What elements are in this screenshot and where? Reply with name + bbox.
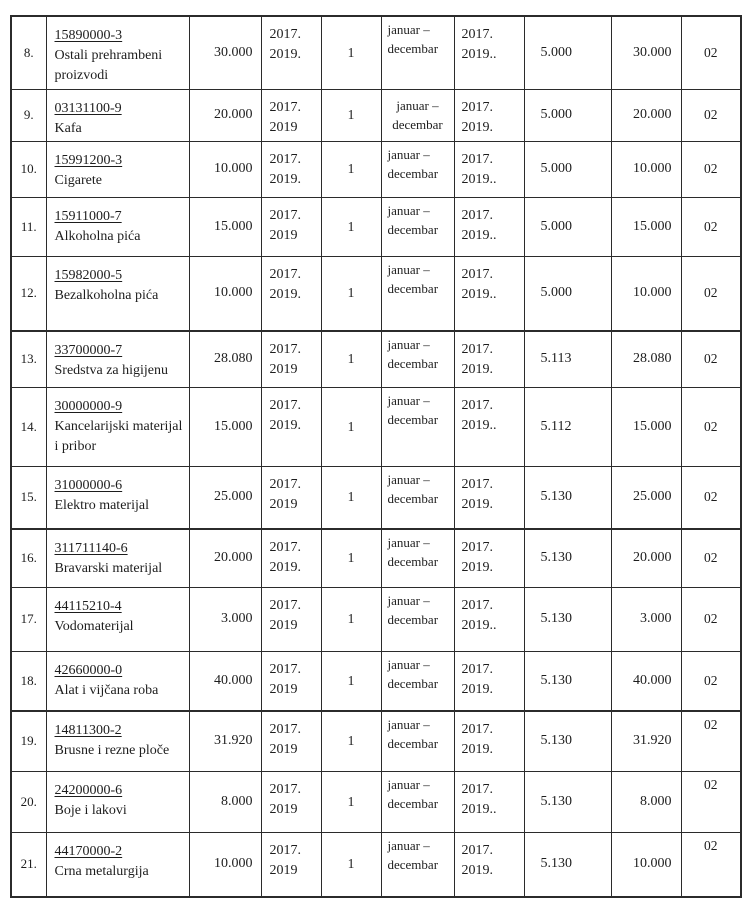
years-cell-1 [261,587,321,651]
amount-cell-1: 15.000 [189,387,261,466]
amount-cell-3: 30.000 [611,16,681,89]
table-row [11,89,741,141]
period-line: decembar [387,280,439,296]
amount-cell-3: 40.000 [611,651,681,711]
year-line: 2017. [461,266,493,282]
code-cell: 02 [681,651,741,711]
year-line: 2019. [269,417,301,433]
year-line: 2019.. [461,47,497,62]
item-description: Boje i lakovi [54,802,127,818]
code-cell: 02 [681,771,741,832]
year-line: 2017. [461,722,493,737]
year-line: 2017. [269,540,301,555]
year-line: 2017. [461,476,493,492]
period-line: januar – [387,146,430,162]
year-line: 2017. [269,397,301,413]
table-row [11,651,741,711]
table-row [11,832,741,897]
year-line: 2019.. [461,227,497,243]
period-cell [381,832,454,897]
period-line: decembar [387,490,439,506]
item-description: Vodomaterijal [54,618,134,634]
years-cell-2 [454,197,524,256]
amount-cell-2: 5.130 [524,587,611,651]
cpv-code: 15991200-3 [54,152,123,168]
cpv-code: 44115210-4 [54,598,122,614]
item-cell [46,832,189,897]
code-cell: 02 [681,197,741,256]
period-line: januar – [387,337,430,352]
amount-cell-2: 5.000 [524,89,611,141]
years-cell-1 [261,466,321,529]
item-description: Bezalkoholna pića [54,287,159,303]
period-line: decembar [387,554,439,569]
ordinal-cell: 14. [11,387,46,466]
code-cell: 02 [681,331,741,387]
period-cell [381,331,454,387]
period-line: januar – [387,656,430,672]
year-line: 2017. [461,540,493,555]
amount-cell-1: 20.000 [189,89,261,141]
code-cell: 02 [681,466,741,529]
year-line: 2019 [269,681,298,697]
period-line: januar – [387,592,430,608]
year-line: 2019 [269,742,298,757]
item-cell [46,587,189,651]
year-line: 2017. [461,151,493,167]
item-description: Alkoholna pića [54,228,141,244]
quantity-cell: 1 [321,16,381,89]
code-cell: 02 [681,587,741,651]
year-line: 2017. [461,397,493,413]
ordinal-cell: 15. [11,466,46,529]
period-cell [381,141,454,197]
amount-cell-1: 31.920 [189,711,261,771]
cpv-code: 30000000-9 [54,398,123,414]
amount-cell-1: 10.000 [189,832,261,897]
code-cell: 02 [681,529,741,587]
year-line: 2019. [461,681,493,697]
period-line: januar – [387,717,430,732]
amount-cell-1: 40.000 [189,651,261,711]
amount-cell-2: 5.130 [524,466,611,529]
table-row [11,256,741,331]
item-description: Elektro materijal [54,497,149,513]
code-cell: 02 [681,141,741,197]
years-cell-2 [454,16,524,89]
code-cell: 02 [681,16,741,89]
period-cell [381,16,454,89]
years-cell-1 [261,711,321,771]
cpv-code: 15890000-3 [54,28,123,43]
years-cell-1 [261,331,321,387]
year-line: 2019 [269,119,298,135]
period-cell [381,771,454,832]
item-cell [46,529,189,587]
amount-cell-2: 5.000 [524,256,611,331]
period-line: januar – [387,535,430,550]
year-line: 2017. [269,597,301,613]
amount-cell-1: 30.000 [189,16,261,89]
year-line: 2017. [461,842,493,858]
years-cell-1 [261,651,321,711]
procurement-table [10,15,742,898]
year-line: 2019 [269,496,298,512]
period-line: januar – [387,837,430,853]
years-cell-2 [454,331,524,387]
table-row [11,141,741,197]
cpv-code: 15911000-7 [54,208,122,224]
years-cell-2 [454,141,524,197]
period-cell [381,651,454,711]
years-cell-2 [454,587,524,651]
year-line: 2017. [269,27,301,42]
period-line: decembar [387,795,439,811]
amount-cell-3: 31.920 [611,711,681,771]
cpv-code: 14811300-2 [54,723,122,738]
years-cell-2 [454,651,524,711]
amount-cell-2: 5.112 [524,387,611,466]
amount-cell-2: 5.000 [524,197,611,256]
period-line: decembar [387,165,439,181]
item-description: Cigarete [54,172,102,188]
year-line: 2019.. [461,171,497,187]
ordinal-cell: 17. [11,587,46,651]
quantity-cell: 1 [321,331,381,387]
year-line: 2017. [461,661,493,677]
year-line: 2019 [269,227,298,243]
period-line: decembar [387,356,439,371]
item-cell [46,331,189,387]
year-line: 2017. [269,342,301,357]
quantity-cell: 1 [321,651,381,711]
amount-cell-2: 5.130 [524,832,611,897]
period-cell [381,197,454,256]
ordinal-cell: 13. [11,331,46,387]
period-line: januar – [387,471,430,487]
year-line: 2017. [461,342,493,357]
period-line: januar – [396,98,439,113]
period-line: januar – [387,22,430,37]
cpv-code: 31000000-6 [54,477,123,493]
item-description: Crna metalurgija [54,863,149,879]
year-line: 2017. [269,99,301,115]
table-row [11,331,741,387]
year-line: 2019. [461,862,493,878]
year-line: 2017. [461,597,493,613]
quantity-cell: 1 [321,529,381,587]
period-line: decembar [387,736,439,751]
quantity-cell: 1 [321,587,381,651]
amount-cell-2: 5.000 [524,16,611,89]
quantity-cell: 1 [321,141,381,197]
ordinal-cell: 10. [11,141,46,197]
years-cell-2 [454,466,524,529]
table-row [11,771,741,832]
years-cell-2 [454,89,524,141]
code-cell: 02 [681,711,741,771]
year-line: 2019. [269,47,301,62]
year-line: 2017. [269,661,301,677]
year-line: 2017. [461,27,493,42]
year-line: 2019. [269,286,301,302]
table-row [11,197,741,256]
table-row [11,711,741,771]
year-line: 2017. [269,842,301,858]
period-cell [381,711,454,771]
year-line: 2017. [269,151,301,167]
item-cell [46,466,189,529]
years-cell-1 [261,529,321,587]
year-line: 2017. [269,207,301,223]
amount-cell-2: 5.130 [524,651,611,711]
item-cell [46,771,189,832]
years-cell-1 [261,256,321,331]
period-line: decembar [392,117,443,132]
years-cell-1 [261,16,321,89]
table-body [11,16,741,897]
years-cell-2 [454,711,524,771]
ordinal-cell: 16. [11,529,46,587]
year-line: 2019. [461,742,493,757]
ordinal-cell: 12. [11,256,46,331]
year-line: 2019 [269,617,298,633]
amount-cell-2: 5.130 [524,771,611,832]
ordinal-cell: 20. [11,771,46,832]
year-line: 2019 [269,362,298,377]
cpv-code: 24200000-6 [54,782,123,798]
years-cell-2 [454,387,524,466]
ordinal-cell: 8. [11,16,46,89]
amount-cell-3: 15.000 [611,387,681,466]
period-line: decembar [387,856,439,872]
amount-cell-1: 15.000 [189,197,261,256]
period-line: decembar [387,221,439,237]
amount-cell-1: 28.080 [189,331,261,387]
year-line: 2017. [461,99,493,115]
amount-cell-3: 10.000 [611,256,681,331]
period-line: januar – [387,776,430,792]
ordinal-cell: 9. [11,89,46,141]
year-line: 2017. [269,722,301,737]
ordinal-cell: 11. [11,197,46,256]
year-line: 2019.. [461,801,497,817]
years-cell-1 [261,141,321,197]
amount-cell-3: 3.000 [611,587,681,651]
amount-cell-3: 20.000 [611,89,681,141]
cpv-code: 42660000-0 [54,662,123,678]
quantity-cell: 1 [321,771,381,832]
period-cell [381,89,454,141]
amount-cell-1: 10.000 [189,256,261,331]
table-row [11,16,741,89]
cpv-code: 03131100-9 [54,100,122,116]
table-row [11,529,741,587]
amount-cell-1: 10.000 [189,141,261,197]
year-line: 2017. [461,207,493,223]
cpv-code: 44170000-2 [54,843,123,859]
item-description: Ostali prehrambeni proizvodi [54,48,163,83]
item-description: Kancelarijski materijal i pribor [54,418,183,454]
item-cell [46,387,189,466]
year-line: 2017. [461,781,493,797]
table-row [11,587,741,651]
quantity-cell: 1 [321,387,381,466]
item-cell [46,141,189,197]
years-cell-1 [261,89,321,141]
period-line: decembar [387,611,439,627]
item-description: Sredstva za higijenu [54,363,169,378]
cpv-code: 33700000-7 [54,343,123,358]
table-row [11,466,741,529]
item-description: Kafa [54,120,82,136]
amount-cell-3: 10.000 [611,832,681,897]
amount-cell-3: 28.080 [611,331,681,387]
amount-cell-1: 20.000 [189,529,261,587]
amount-cell-1: 8.000 [189,771,261,832]
item-cell [46,197,189,256]
year-line: 2017. [269,476,301,492]
period-line: decembar [387,411,439,427]
cpv-code: 311711140-6 [54,541,128,556]
years-cell-2 [454,832,524,897]
amount-cell-2: 5.130 [524,529,611,587]
quantity-cell: 1 [321,256,381,331]
quantity-cell: 1 [321,466,381,529]
amount-cell-1: 25.000 [189,466,261,529]
year-line: 2019. [461,119,493,135]
period-line: januar – [387,392,430,408]
year-line: 2017. [269,266,301,282]
item-description: Alat i vijčana roba [54,682,159,698]
year-line: 2019 [269,862,298,878]
quantity-cell: 1 [321,832,381,897]
year-line: 2019. [461,560,493,575]
amount-cell-3: 10.000 [611,141,681,197]
code-cell: 02 [681,256,741,331]
years-cell-1 [261,197,321,256]
quantity-cell: 1 [321,711,381,771]
code-cell: 02 [681,387,741,466]
period-cell [381,587,454,651]
amount-cell-1: 3.000 [189,587,261,651]
period-line: januar – [387,202,430,218]
period-cell [381,466,454,529]
quantity-cell: 1 [321,197,381,256]
amount-cell-3: 25.000 [611,466,681,529]
code-cell: 02 [681,89,741,141]
item-cell [46,711,189,771]
ordinal-cell: 21. [11,832,46,897]
amount-cell-2: 5.113 [524,331,611,387]
item-cell [46,651,189,711]
year-line: 2017. [269,781,301,797]
item-description: Brusne i rezne ploče [54,743,170,758]
period-cell [381,387,454,466]
item-cell [46,256,189,331]
year-line: 2019. [461,362,493,377]
amount-cell-3: 15.000 [611,197,681,256]
year-line: 2019.. [461,286,497,302]
ordinal-cell: 18. [11,651,46,711]
ordinal-cell: 19. [11,711,46,771]
cpv-code: 15982000-5 [54,267,123,283]
table-row [11,387,741,466]
years-cell-2 [454,771,524,832]
period-line: decembar [387,675,439,691]
years-cell-1 [261,832,321,897]
period-line: januar – [387,261,430,277]
year-line: 2019. [269,560,301,575]
years-cell-2 [454,529,524,587]
amount-cell-2: 5.000 [524,141,611,197]
item-description: Bravarski materijal [54,561,163,576]
period-cell [381,529,454,587]
year-line: 2019. [461,496,493,512]
code-cell: 02 [681,832,741,897]
amount-cell-3: 8.000 [611,771,681,832]
item-cell [46,16,189,89]
item-cell [46,89,189,141]
period-line: decembar [387,41,439,56]
years-cell-1 [261,387,321,466]
year-line: 2019.. [461,617,497,633]
year-line: 2019.. [461,417,497,433]
amount-cell-2: 5.130 [524,711,611,771]
year-line: 2019. [269,171,301,187]
period-cell [381,256,454,331]
year-line: 2019 [269,801,298,817]
years-cell-2 [454,256,524,331]
quantity-cell: 1 [321,89,381,141]
amount-cell-3: 20.000 [611,529,681,587]
years-cell-1 [261,771,321,832]
